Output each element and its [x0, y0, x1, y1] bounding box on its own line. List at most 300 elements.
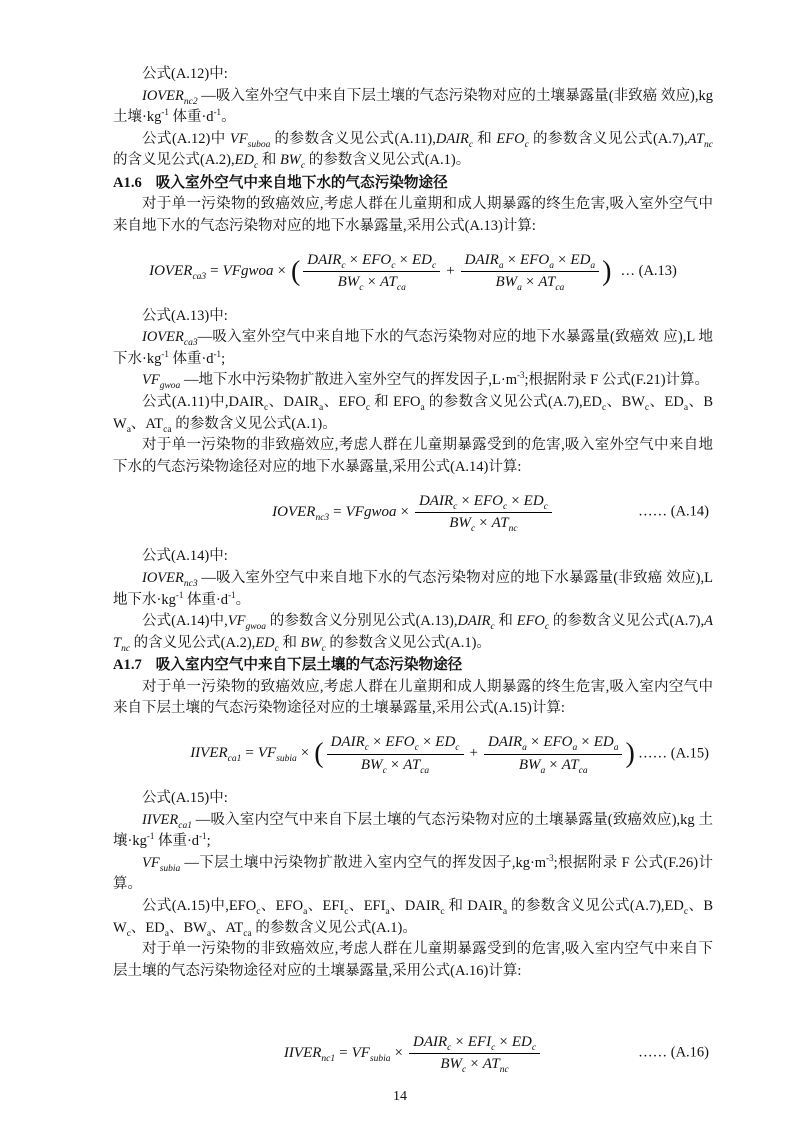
variable-token: [516, 613, 550, 633]
para-formula-a15-label: [113, 788, 713, 810]
superscript: -1: [146, 831, 155, 842]
text-run: 的参数含义见公式(A.7),: [528, 130, 688, 147]
variable-token: [393, 394, 425, 413]
variable-token: [283, 1044, 336, 1064]
variable-token: [337, 274, 364, 294]
variable-subscript: c: [365, 402, 371, 413]
times-operator: ×: [461, 492, 470, 509]
para-a14-param-refs: [113, 611, 713, 654]
variable-name: BW: [440, 1055, 463, 1072]
variable-name: VFgwoa: [345, 503, 397, 520]
plus-operator: +: [469, 745, 478, 762]
formula-a15: [113, 729, 713, 779]
superscript: -3: [546, 853, 554, 864]
variable-token: [411, 251, 437, 271]
variable-subscript: a: [572, 743, 578, 754]
superscript: -1: [199, 831, 207, 842]
text-run: 。: [221, 109, 236, 126]
text-run: 体重·d: [168, 109, 214, 126]
text-run: 的含义见公式(A.2),: [113, 152, 235, 169]
para-a11-param-refs: [113, 392, 713, 435]
variable-subscript: nc: [499, 1064, 509, 1075]
variable-token: [351, 1044, 391, 1064]
times-operator: ×: [372, 734, 382, 751]
variable-token: [457, 613, 495, 633]
variable-subscript: a: [522, 743, 527, 754]
variable-token: [403, 756, 430, 776]
text-run: —吸入室外空气中来自下层土壤的气态污染物对应的土壤暴露量(非致癌 效应),kg 土壤·kg: [113, 87, 713, 126]
variable-name: DAIR: [228, 394, 264, 411]
superscript: -1: [161, 349, 169, 360]
open-paren: (: [290, 255, 301, 287]
fraction: [461, 252, 600, 292]
variable-subscript: c: [644, 402, 650, 413]
variable-subscript: c: [602, 402, 607, 413]
variable-subscript: c: [447, 1042, 452, 1053]
times-operator: ×: [400, 503, 409, 520]
text-run: 的参数含义见公式(A.1)。: [305, 152, 471, 169]
variable-token: [275, 898, 308, 917]
text-run: —吸入室内空气中来自下层土壤的气态污染物对应的土壤暴露量(致癌效应),kg 土壤·kg: [113, 811, 713, 850]
fraction-denominator: [495, 272, 565, 294]
variable-token: [473, 492, 508, 512]
text-run: 公式(A.12)中:: [142, 66, 228, 82]
para-formula-a12-label: [113, 64, 713, 86]
variable-name: IOVER: [149, 263, 193, 280]
variable-subscript: c: [683, 906, 689, 917]
times-operator: ×: [394, 1044, 403, 1061]
plus-operator: +: [446, 263, 455, 280]
variable-name: EFI: [467, 1033, 492, 1050]
variable-name: EFO: [228, 898, 257, 915]
variable-name: ED: [511, 1033, 532, 1050]
text-run: —吸入室外空气中来自地下水的气态污染物对应的地下水暴露量(致癌效 应),L 地下水·kg: [113, 329, 713, 367]
text-run: 的参数含义见公式(A.1)。: [325, 634, 491, 651]
variable-subscript: c: [440, 906, 445, 917]
variable-name: BW: [337, 274, 360, 291]
variable-token: [593, 734, 619, 754]
variable-subscript: c: [391, 260, 396, 271]
variable-token: [149, 263, 207, 283]
variable-token: [145, 919, 169, 939]
variable-name: ED: [411, 251, 432, 268]
variable-subscript: gwoa: [245, 622, 267, 633]
variable-token: [145, 415, 172, 435]
para-vf-gwoa-definition: [113, 370, 713, 392]
equals-sign: =: [245, 745, 254, 762]
text-run: —地下水中污染物扩散进入室外空气的挥发因子,L·m: [180, 372, 518, 389]
para-a14-intro: [113, 435, 713, 478]
variable-token: [538, 274, 565, 294]
fraction-numerator: [303, 252, 440, 272]
variable-name: ED: [145, 919, 165, 936]
variable-name: EFO: [393, 394, 421, 411]
fraction-numerator: [415, 493, 552, 513]
times-operator: ×: [557, 251, 567, 268]
variable-name: DAIR: [412, 1033, 448, 1050]
formula-number: (A.14): [670, 504, 709, 521]
variable-subscript: c: [253, 161, 259, 172]
variable-token: [142, 854, 181, 874]
fraction-denominator: [449, 513, 517, 532]
variable-subscript: c: [274, 643, 279, 654]
text-run: ;: [206, 833, 211, 850]
variable-name: DAIR: [464, 251, 499, 268]
text-run: 和: [444, 898, 468, 915]
variable-subscript: c: [462, 1064, 467, 1075]
text-run: 、: [211, 919, 226, 936]
text-run: 的参数含义见公式(A.7),: [424, 394, 583, 411]
variable-name: ED: [570, 251, 591, 268]
variable-name: DAIR: [418, 492, 454, 509]
variable-subscript: c: [490, 622, 495, 633]
variable-name: IIVER: [283, 1044, 322, 1061]
variable-name: BW: [113, 898, 713, 936]
formula-dots: ……: [638, 504, 668, 521]
variable-subscript: a: [164, 928, 169, 939]
fraction-numerator: [484, 734, 623, 754]
variable-subscript: c: [502, 501, 508, 512]
variable-subscript: nc: [121, 643, 131, 654]
variable-token: [487, 734, 527, 754]
times-operator: ×: [525, 274, 535, 291]
variable-subscript: ca1: [178, 820, 192, 831]
variable-name: DAIR: [283, 394, 319, 411]
text-run: 、: [389, 898, 405, 915]
variable-subscript: ca3: [183, 338, 198, 349]
variable-subscript: a: [590, 260, 596, 271]
variable-name: AT: [225, 919, 244, 936]
document-body: [113, 64, 713, 1087]
variable-token: [464, 251, 504, 271]
variable-subscript: c: [491, 1042, 496, 1053]
variable-token: [385, 734, 419, 754]
formula-prefactor: [352, 1045, 391, 1062]
heading-a1-6: [113, 172, 713, 195]
variable-subscript: a: [126, 424, 131, 435]
variable-token: [482, 1055, 509, 1075]
variable-token: [435, 130, 474, 150]
heading-number: A1.7: [113, 657, 142, 674]
variable-subscript: a: [303, 906, 308, 917]
para-iiver-ca1-definition: [113, 810, 713, 853]
variable-subscript: nc1: [321, 1053, 336, 1064]
variable-subscript: subia: [369, 1053, 391, 1064]
variable-subscript: a: [498, 260, 504, 271]
text-run: 的参数含义见公式(A.7),: [507, 898, 665, 915]
variable-subscript: c: [321, 643, 326, 654]
variable-name: DAIR: [487, 734, 523, 751]
times-operator: ×: [399, 251, 408, 268]
variable-subscript: ca: [163, 424, 172, 435]
variable-name: DAIR: [435, 130, 469, 147]
variable-name: IOVER: [142, 570, 184, 586]
variable-token: [379, 274, 406, 294]
text-run: 、: [649, 394, 665, 411]
variable-subscript: c: [126, 928, 131, 939]
variable-name: ED: [234, 152, 254, 169]
text-run: 、: [268, 394, 284, 411]
times-operator: ×: [499, 1033, 508, 1050]
variable-name: IOVER: [272, 503, 316, 520]
variable-subscript: c: [341, 260, 346, 271]
text-run: —下层土壤中污染物扩散进入室内空气的挥发因子,kg·m: [180, 854, 547, 871]
variable-subscript: c: [470, 523, 476, 534]
variable-subscript: a: [540, 765, 546, 776]
variable-subscript: a: [206, 928, 212, 939]
variable-subscript: c: [364, 743, 369, 754]
fraction-denominator: [440, 1054, 508, 1073]
para-a12-param-refs: [113, 129, 713, 172]
text-run: 体重·d: [183, 591, 229, 608]
variable-subscript: ca: [243, 928, 252, 939]
variable-name: VF: [351, 1044, 370, 1061]
variable-name: EFO: [543, 734, 573, 751]
variable-subscript: c: [453, 501, 458, 512]
variable-name: EFO: [473, 492, 503, 509]
formula-dots: …: [620, 263, 635, 280]
text-run: 、: [606, 394, 622, 411]
heading-number: A1.6: [113, 174, 142, 191]
formula-lhs: [190, 745, 242, 765]
text-run: 的参数含义见公式(A.7),: [549, 613, 705, 630]
variable-name: IIVER: [142, 811, 179, 828]
variable-name: EFO: [275, 898, 304, 915]
para-iover-nc3-definition: [113, 568, 713, 611]
variable-name: EFO: [516, 613, 545, 630]
variable-token: [272, 503, 330, 523]
variable-token: [283, 394, 324, 413]
variable-token: [229, 130, 271, 150]
heading-text: 吸入室内空气中来自下层土壤的气态污染物途径: [155, 657, 463, 674]
variable-subscript: c: [344, 906, 349, 917]
variable-name: EFO: [362, 251, 392, 268]
variable-subscript: nc3: [315, 512, 330, 523]
variable-subscript: ca3: [192, 272, 207, 283]
superscript: -3: [517, 370, 525, 381]
times-operator: ×: [479, 514, 488, 531]
variable-token: [234, 152, 259, 172]
variable-name: EFO: [385, 734, 415, 751]
variable-subscript: c: [431, 260, 437, 271]
formula-number: (A.15): [670, 745, 709, 762]
variable-token: [449, 514, 476, 534]
variable-token: [687, 130, 713, 150]
variable-subscript: suboa: [247, 139, 271, 150]
formula-prefactor: [346, 504, 397, 521]
superscript: -1: [161, 107, 169, 118]
variable-name: DAIR: [404, 898, 441, 915]
close-paren: ): [625, 738, 635, 770]
variable-subscript: c: [544, 622, 550, 633]
variable-subscript: a: [517, 283, 522, 294]
text-run: 公式(A.14)中:: [142, 548, 228, 565]
variable-name: ED: [593, 734, 614, 751]
text-run: 对于单一污染物的非致癌效应,考虑人群在儿童期暴露受到的危害,吸入室内空气中来自下层土壤的气态污染物途径对应的土壤暴露量,采用公式(A.16)计算:: [113, 941, 713, 979]
variable-name: DAIR: [307, 251, 342, 268]
variable-subscript: ca: [420, 765, 430, 776]
text-run: 公式(A.12)中: [142, 130, 230, 147]
fraction-numerator: [409, 1034, 540, 1054]
variable-name: EFI: [363, 898, 386, 915]
variable-name: EFO: [338, 394, 366, 411]
variable-name: VF: [227, 613, 246, 630]
variable-subscript: subia: [276, 754, 297, 765]
fraction-numerator: [327, 734, 464, 754]
variable-subscript: c: [263, 402, 269, 413]
variable-name: AT: [687, 130, 705, 147]
times-operator: ×: [455, 1033, 464, 1050]
variable-name: BW: [183, 919, 207, 936]
text-run: 对于单一污染物的非致癌效应,考虑人群在儿童期暴露受到的危害,吸入室外空气中来自地下水的气态污染物途径对应的地下水暴露量,采用公式(A.14)计算:: [113, 437, 713, 475]
text-run: 公式(A.13)中:: [142, 307, 228, 324]
text-run: 的参数含义见公式(A.1)。: [171, 415, 337, 432]
equals-sign: =: [339, 1044, 348, 1061]
fraction: [415, 493, 552, 533]
variable-token: [257, 745, 297, 765]
text-run: 、: [260, 898, 276, 915]
equals-sign: =: [210, 263, 219, 280]
variable-subscript: gwoa: [159, 381, 181, 392]
variable-subscript: nc: [508, 523, 518, 534]
superscript: -1: [213, 107, 222, 118]
formula-label: [621, 263, 677, 280]
variable-subscript: a: [549, 260, 554, 271]
variable-subscript: a: [683, 402, 689, 413]
text-run: 的参数含义分别见公式(A.13),: [266, 613, 458, 630]
formula-label: [638, 1045, 709, 1062]
para-a15-param-refs: [113, 896, 713, 939]
variable-token: [496, 130, 529, 150]
variable-subscript: c: [382, 765, 387, 776]
times-operator: ×: [549, 756, 558, 773]
times-operator: ×: [390, 756, 400, 773]
variable-name: IOVER: [142, 87, 184, 104]
variable-subscript: a: [385, 906, 390, 917]
variable-subscript: c: [256, 906, 261, 917]
text-run: 、: [130, 919, 146, 936]
para-a13-intro: [113, 194, 713, 237]
para-formula-a14-label: [113, 546, 713, 568]
variable-name: AT: [145, 415, 164, 432]
variable-name: BW: [449, 514, 471, 531]
formula-a13: [113, 247, 713, 297]
text-run: 的含义见公式(A.2),: [130, 634, 256, 651]
para-a16-intro: [113, 939, 713, 982]
variable-token: [228, 394, 269, 413]
variable-name: EFI: [322, 898, 345, 915]
text-run: 公式(A.14)中,: [142, 613, 228, 630]
times-operator: ×: [581, 734, 590, 751]
para-iover-nc2-definition: [113, 86, 713, 129]
times-operator: ×: [507, 251, 517, 268]
variable-token: [300, 634, 326, 654]
variable-subscript: ca: [396, 283, 406, 294]
times-operator: ×: [349, 251, 359, 268]
variable-token: [518, 756, 546, 776]
page-number: 14: [393, 1089, 407, 1104]
text-run: 体重·d: [168, 350, 214, 367]
variable-token: [362, 251, 396, 271]
variable-name: AT: [491, 514, 509, 531]
text-run: 、: [130, 415, 146, 432]
variable-subscript: nc: [704, 139, 713, 150]
text-run: 和: [258, 152, 280, 169]
text-run: 对于单一污染物的致癌效应,考虑人群在儿童期和成人期暴露的终生危害,吸入室内空气中来自下层土壤的气态污染物途径对应的土壤暴露量,采用公式(A.15)计算:: [113, 678, 713, 717]
text-run: 。: [235, 591, 251, 608]
text-run: 对于单一污染物的致癌效应,考虑人群在儿童期和成人期暴露的终生危害,吸入室外空气中来自地下水的气态污染物对应的地下水暴露量,采用公式(A.13)计算:: [113, 196, 713, 235]
times-operator: ×: [277, 263, 286, 280]
formula-lhs: [272, 504, 329, 521]
fraction: [327, 734, 464, 774]
variable-token: [227, 613, 267, 633]
variable-subscript: ca: [555, 283, 565, 294]
variable-subscript: c: [300, 161, 306, 172]
variable-token: [223, 263, 274, 279]
variable-token: [511, 1033, 537, 1053]
variable-name: AT: [482, 1055, 500, 1072]
variable-name: BW: [518, 756, 541, 773]
variable-name: BW: [495, 274, 518, 291]
text-run: 和: [370, 394, 394, 411]
formula-lhs: [149, 263, 207, 283]
variable-subscript: c: [524, 139, 529, 150]
variable-name: AT: [379, 274, 397, 291]
text-run: 、: [688, 898, 704, 915]
formula-lhs: [284, 1045, 335, 1062]
variable-name: ED: [664, 394, 684, 411]
variable-token: [664, 898, 689, 917]
superscript: -1: [175, 589, 184, 600]
variable-token: [330, 734, 369, 754]
text-run: ;根据附录 F 公式(F.21)计算。: [524, 372, 710, 389]
variable-token: [523, 492, 548, 512]
times-operator: ×: [300, 745, 310, 762]
variable-name: ED: [664, 898, 684, 915]
variable-subscript: nc2: [183, 96, 198, 107]
variable-subscript: c: [455, 743, 460, 754]
text-run: 的参数含义见公式(A.11),: [270, 130, 436, 147]
formula-dots: ……: [638, 1045, 668, 1062]
variable-name: BW: [113, 394, 714, 432]
variable-token: [418, 492, 458, 512]
variable-name: AT: [561, 756, 579, 773]
variable-token: [467, 898, 508, 917]
variable-subscript: c: [468, 139, 474, 150]
text-run: 和: [494, 613, 517, 630]
variable-token: [322, 898, 349, 917]
text-run: 、: [348, 898, 364, 915]
heading-a1-7: [113, 654, 713, 677]
variable-name: ED: [435, 734, 456, 751]
variable-name: ED: [255, 634, 275, 651]
superscript: -1: [213, 349, 222, 360]
variable-token: [664, 394, 689, 413]
variable-token: [360, 756, 387, 776]
variable-name: AT: [538, 274, 556, 291]
equals-sign: =: [333, 503, 342, 520]
variable-name: DAIR: [330, 734, 365, 751]
variable-subscript: c: [359, 283, 364, 294]
variable-token: [142, 570, 198, 589]
fraction-denominator: [519, 755, 588, 774]
text-run: 公式(A.15)中:: [142, 790, 228, 807]
variable-token: [279, 152, 306, 172]
variable-token: [404, 898, 445, 917]
variable-subscript: c: [414, 743, 419, 754]
times-operator: ×: [530, 734, 540, 751]
text-run: 的参数含义见公式(A.1)。: [251, 919, 417, 936]
